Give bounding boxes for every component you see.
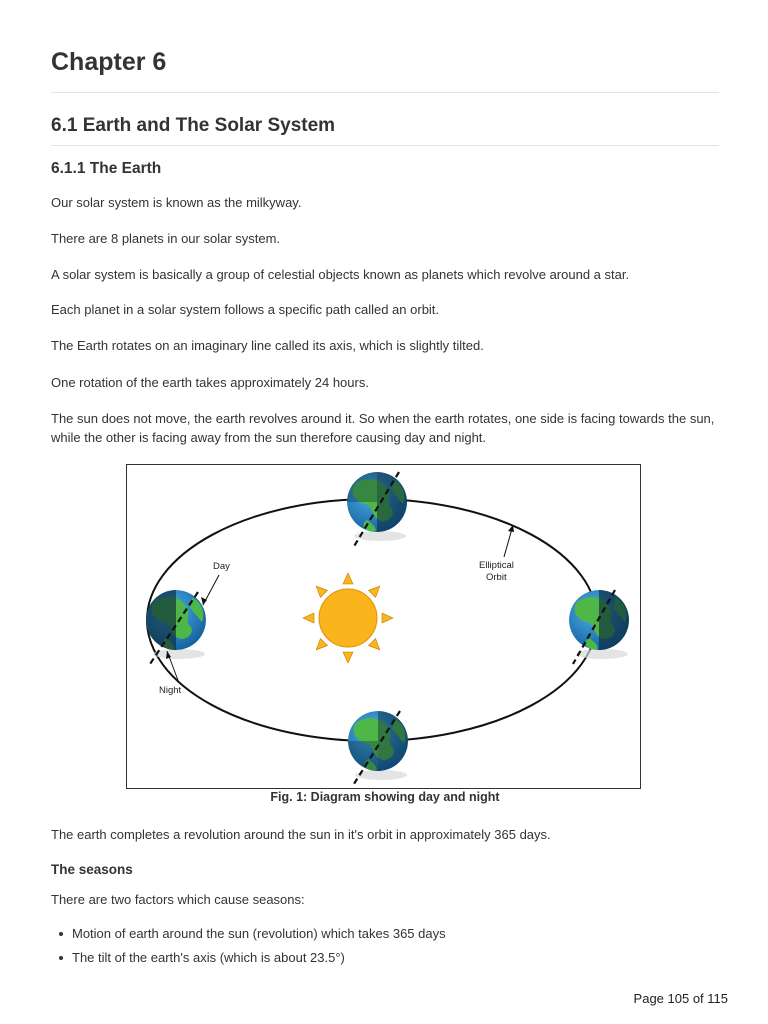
list-item: Motion of earth around the sun (revolution) which takes 365 days <box>72 926 446 941</box>
sun-icon <box>303 573 393 663</box>
divider <box>51 145 719 146</box>
night-label: Night <box>159 685 182 696</box>
orbit-label: Orbit <box>486 572 507 583</box>
paragraph: There are 8 planets in our solar system. <box>51 231 281 246</box>
paragraph: The sun does not move, the earth revolves around it. So when the earth rotates, one side is facing towards the sun, while the other is facing away from the sun therefore causing day and night. <box>51 411 715 445</box>
figure-caption: Fig. 1: Diagram showing day and night <box>270 790 500 804</box>
chapter-title: Chapter 6 <box>51 48 167 76</box>
page-number: Page 105 of 115 <box>633 991 728 1006</box>
earth-right-icon <box>569 590 629 664</box>
earth-top-icon <box>347 472 407 548</box>
paragraph: The earth completes a revolution around the sun in it's orbit in approximately 365 days. <box>51 827 551 842</box>
subsection-title: 6.1.1 The Earth <box>51 160 162 177</box>
paragraph: One rotation of the earth takes approximately 24 hours. <box>51 375 369 390</box>
day-night-diagram <box>126 464 641 789</box>
paragraph: A solar system is basically a group of celestial objects known as planets which revolve around a star. <box>51 267 630 282</box>
list-item: The tilt of the earth's axis (which is about 23.5°) <box>72 948 446 967</box>
paragraph: Our solar system is known as the milkyway. <box>51 195 302 210</box>
earth-bottom-icon <box>348 711 408 787</box>
section-title: 6.1 Earth and The Solar System <box>51 115 336 136</box>
seasons-factor-list <box>51 924 446 972</box>
paragraph: Each planet in a solar system follows a specific path called an orbit. <box>51 302 440 317</box>
seasons-heading: The seasons <box>51 862 133 877</box>
paragraph: The Earth rotates on an imaginary line called its axis, which is slightly tilted. <box>51 338 484 353</box>
elliptical-label: Elliptical <box>479 560 514 571</box>
day-label: Day <box>213 561 230 572</box>
divider <box>51 92 719 93</box>
paragraph: There are two factors which cause seasons: <box>51 892 305 907</box>
earth-left-icon <box>146 590 206 664</box>
